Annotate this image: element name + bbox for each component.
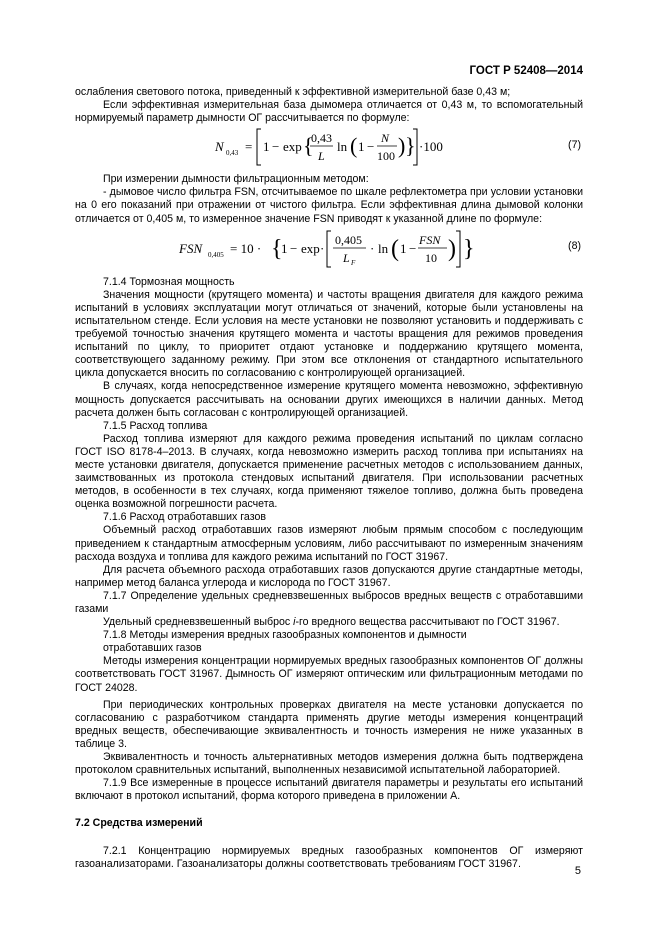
formula-7 [75,127,583,167]
formula-tail: ·100 [419,139,443,155]
section-heading: 7.1.7 Определение удельных средневзвешенных выбросов вредных веществ с отработавшими газами [75,589,583,615]
text-run: Удельный средневзвешенный выброс [103,616,294,629]
paren-right: ) [398,133,406,159]
paragraph: Объемный расход отработавших газов измеряют любым прямым способом с последующим приведением к стандартным атмосферным условиям, либо рассчитывают по измеренным значениям расхода воздуха и топлива для каждого режима испытаний по ГОСТ 31967. [75,524,583,563]
formula-one: 1 [358,139,365,155]
paragraph: 7.1.9 Все измеренные в процессе испытаний двигателя параметры и результаты его испытаний включают в протокол испытаний, форма которого приведена в приложении А. [75,777,583,803]
paren-left: ( [350,133,358,159]
paragraph: Если эффективная измерительная база дымомера отличается от 0,43 м, то вспомогательный нормируемый параметр дымности ОГ рассчитывается по формуле: [75,99,583,125]
formula-num: 0,43 [311,131,332,146]
formula-den: L [343,250,350,265]
paragraph: ослабления светового потока, приведенный к эффективной измерительной базе 0,43 м; [75,86,511,98]
document-header: ГОСТ Р 52408—2014 [469,65,583,77]
paragraph: Эквивалентность и точность альтернативных методов измерения должна быть подтверждена протоколом сравнительных испытаний, выполненных независимой испытательной лабораторией. [75,751,583,777]
section-heading: 7.1.6 Расход отработавших газов [103,511,266,524]
brace-left: { [271,235,283,262]
paragraph: При периодических контрольных проверках двигателя на месте установки допускается по согласованию с разработчиком стандарта применять другие методы измерения концентраций вредных веществ, обеспечивающие эквивалентность и точность измерения не ниже указанных в таблице 3. [75,698,583,750]
page-number: 5 [574,865,581,877]
paragraph [75,616,583,629]
paren-left: ( [391,235,399,262]
formula-minus: − [272,139,280,155]
document-body [75,86,583,871]
formula-lhs-sub: 0,43 [226,149,239,158]
formula-ln: ln [337,139,348,155]
formula-den: L [318,149,325,164]
formula-inner-num: N [381,131,390,146]
formula-minus: − [367,139,375,155]
formula-den-sub: F [351,258,356,267]
section-heading: 7.1.8 Методы измерения вредных газообразных компонентов и дымности [103,629,467,642]
formula-7-graphic [75,127,583,167]
formula-inner-den: 10 [425,250,437,265]
formula-inner-den: 100 [377,149,395,164]
paragraph: - дымовое число фильтра FSN, отсчитываемое по шкале рефлектометра при условии установки на 0 его показаний при отражении от чистого фильтра. Если эффективная длина дымовой колонки отличается от 0,405 м, то измеренное значение FSN приводят к указанной длине по формуле: [75,186,583,225]
brace-right: } [463,235,475,262]
section-heading: 7.1.5 Расход топлива [103,419,208,432]
formula-number: (8) [568,239,581,252]
formula-eq: = 10 · [230,240,262,256]
formula-minus: − [290,240,298,256]
section-title: 7.2 Средства измерений [75,817,203,830]
text-run-italic: i [293,616,296,629]
formula-exp: exp [301,240,320,256]
formula-lhs: FSN [179,240,203,256]
formula-8-graphic [75,228,583,270]
formula-ln: ln [378,240,389,256]
formula-eq: = [245,139,253,155]
bracket-left [327,231,331,267]
formula-lhs: N [215,139,224,155]
formula-number: (7) [568,139,581,152]
paragraph: Значения мощности (крутящего момента) и частоты вращения двигателя для каждого режима испытаний в условиях эксплуатации могут отличаться от значений, которые были установлены на испытательном стенде. Если условия на месте установки не позволяют установить и поддерживать с требуемой точностью значения крутящего момента и частоты вращения для режимов проведения испытаний по циклу, то приоритет отдают установке и поддержанию крутящего момента, соответствующего заданному режиму. При этом все отклонения от стандартного испытательного цикла допускается вносить по согласованию с контролирующей организацией. [75,288,583,380]
section-heading: 7.1.4 Тормозная мощность [103,275,235,288]
dot: · [320,240,325,256]
formula-exp: exp [283,139,302,155]
bracket-left [257,129,261,165]
brace-right: } [405,133,416,159]
paragraph: 7.2.1 Концентрацию нормируемых вредных газообразных компонентов ОГ измеряют газоанализаторами. Газоанализаторы должны соответствовать требованиям ГОСТ 31967. [75,844,583,870]
formula-8 [75,228,583,270]
formula-num: 0,405 [335,232,362,247]
paren-right: ) [448,235,456,262]
formula-lhs-sub: 0,405 [208,250,224,259]
bracket-right [456,231,460,267]
paragraph: Для расчета объемного расхода отработавших газов допускаются другие стандартные методы, например метод баланса углерода и кислорода по ГОСТ 31967. [75,563,583,589]
formula-one: 1 [263,139,270,155]
formula-one: 1 [400,240,407,256]
brace-left: { [303,133,314,159]
text-run: -го вредного вещества рассчитывают по ГОСТ 31967. [295,616,560,629]
formula-one: 1 [281,240,288,256]
section-heading: отработавших газов [103,642,202,655]
paragraph: Методы измерения концентрации нормируемых вредных газообразных компонентов ОГ должны соответствовать ГОСТ 31967. Дымность ОГ измеряют оптическим или фильтрационным методами по ГОСТ 24028. [75,655,583,694]
paragraph: Расход топлива измеряют для каждого режима проведения испытаний по циклам согласно ГОСТ ISO 8178-4–2013. В случаях, когда невозможно измерить расход топлива при испытаниях на месте установки двигателя, допускается применение расчетных методов с использованием данных, заимствованных из протокола стендовых испытаний двигателя. При использовании расчетных методов, в особенности в тех случаях, когда применяют тяжелое топливо, должна быть проведена оценка возможной погрешности расчета. [75,432,583,511]
formula-inner-num: FSN [419,232,441,247]
paragraph: В случаях, когда непосредственное измерение крутящего момента невозможно, эффективную мощность допускается рассчитывать на основании других имеющихся в наличии данных. Метод расчета должен быть согласован с контролирующей организацией. [75,380,583,419]
dot: · [370,240,375,256]
paragraph: При измерении дымности фильтрационным методом: [103,173,369,186]
formula-minus: − [409,240,417,256]
